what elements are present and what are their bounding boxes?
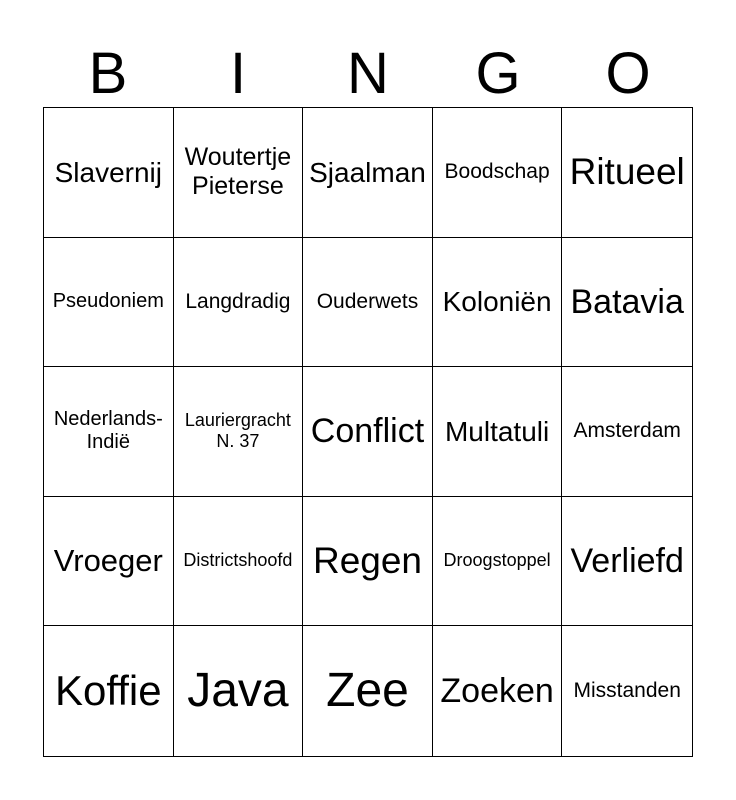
bingo-cell[interactable]: Districtshoofd — [174, 497, 304, 627]
bingo-cell[interactable]: Regen — [303, 497, 433, 627]
header-letter-n: N — [347, 41, 389, 106]
bingo-cell[interactable]: Zee — [303, 626, 433, 756]
bingo-cell[interactable]: Droogstoppel — [433, 497, 563, 627]
bingo-header — [43, 40, 693, 108]
bingo-cell[interactable]: Langdradig — [174, 238, 304, 368]
bingo-cell[interactable]: Multatuli — [433, 367, 563, 497]
bingo-board — [43, 107, 693, 757]
header-letter-b: B — [88, 41, 128, 106]
bingo-cell[interactable]: Lauriergracht N. 37 — [174, 367, 304, 497]
bingo-cell[interactable]: Amsterdam — [562, 367, 692, 497]
bingo-cell[interactable]: Vroeger — [44, 497, 174, 627]
bingo-cell[interactable]: Koloniën — [433, 238, 563, 368]
header-letter-o: O — [605, 41, 651, 106]
bingo-cell[interactable]: Woutertje Pieterse — [174, 108, 304, 238]
bingo-cell[interactable]: Zoeken — [433, 626, 563, 756]
header-letter-g: G — [475, 41, 521, 106]
bingo-cell[interactable]: Boodschap — [433, 108, 563, 238]
bingo-cell[interactable]: Ouderwets — [303, 238, 433, 368]
bingo-cell[interactable]: Nederlands-Indië — [44, 367, 174, 497]
bingo-cell[interactable]: Batavia — [562, 238, 692, 368]
bingo-cell[interactable]: Java — [174, 626, 304, 756]
bingo-cell[interactable]: Conflict — [303, 367, 433, 497]
bingo-cell[interactable]: Pseudoniem — [44, 238, 174, 368]
header-letter-i: I — [229, 41, 247, 106]
bingo-cell[interactable]: Sjaalman — [303, 108, 433, 238]
bingo-cell[interactable]: Slavernij — [44, 108, 174, 238]
bingo-cell[interactable]: Koffie — [44, 626, 174, 756]
bingo-cell[interactable]: Misstanden — [573, 678, 681, 702]
bingo-cell[interactable]: Verliefd — [562, 497, 692, 627]
bingo-cell[interactable]: Ritueel — [562, 108, 692, 238]
